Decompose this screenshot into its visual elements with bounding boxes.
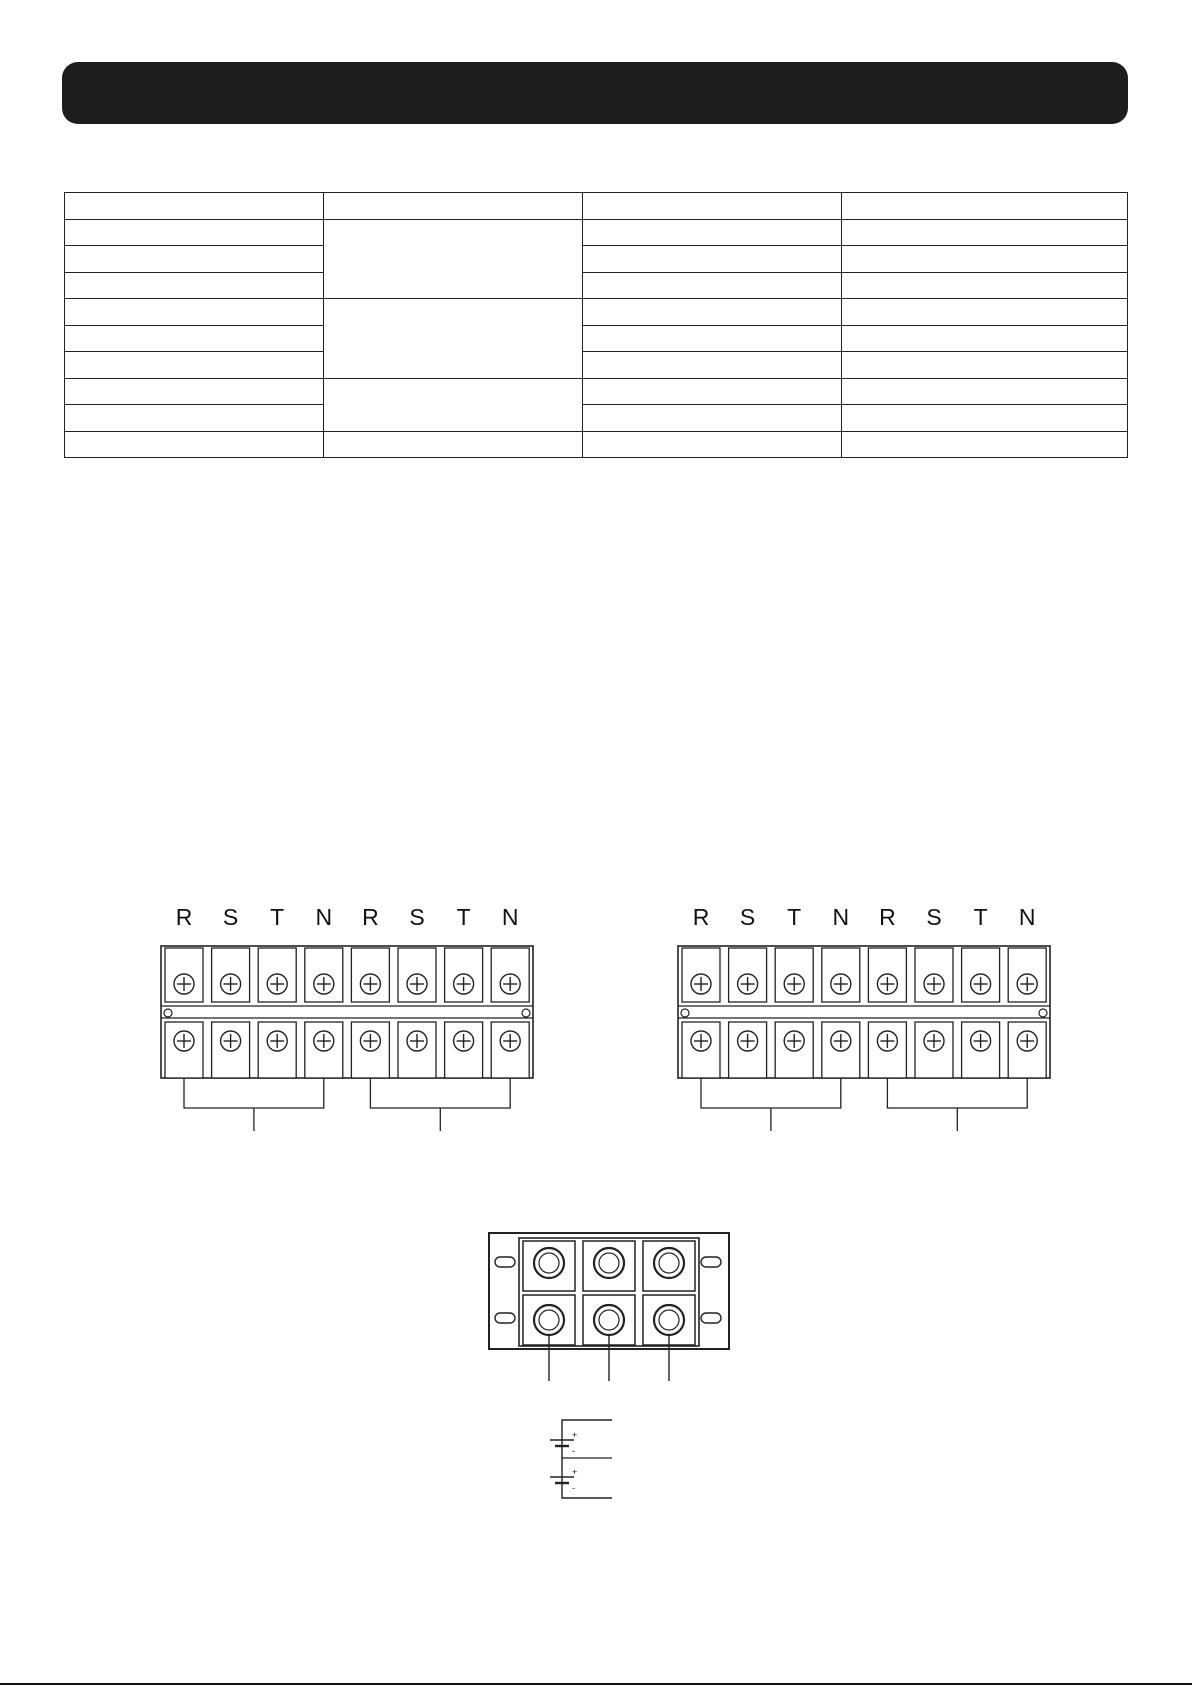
terminal-label: R <box>692 904 710 930</box>
terminal-block-2 <box>678 904 1050 1131</box>
terminal-label: N <box>501 904 519 930</box>
terminal-label: T <box>973 904 988 930</box>
mounting-slot-icon <box>701 1313 721 1323</box>
terminal-label: R <box>879 904 896 930</box>
terminal-label: T <box>456 904 471 930</box>
terminal-label: S <box>409 904 425 930</box>
terminal-block-1 <box>161 904 533 1131</box>
terminal-label: T <box>270 904 285 930</box>
terminal-label: N <box>315 904 333 930</box>
terminal-label: R <box>362 904 379 930</box>
mounting-slot-icon <box>701 1257 721 1267</box>
group-bracket <box>887 1078 1027 1108</box>
battery-minus-mark: - <box>572 1483 575 1493</box>
mounting-hole-icon <box>522 1009 530 1017</box>
mounting-hole-icon <box>681 1009 689 1017</box>
battery-plus-mark: + <box>572 1430 578 1440</box>
terminal-bolt-inner <box>659 1253 679 1273</box>
terminal-label: N <box>832 904 850 930</box>
battery-wire <box>562 1420 612 1498</box>
terminal-bolt-inner <box>599 1253 619 1273</box>
mounting-hole-icon <box>164 1009 172 1017</box>
mounting-hole-icon <box>1039 1009 1047 1017</box>
group-bracket <box>701 1078 841 1108</box>
battery-terminal-block <box>489 1233 729 1381</box>
terminal-bolt-inner <box>539 1253 559 1273</box>
terminal-bolt-inner <box>599 1310 619 1330</box>
terminal-bolt-inner <box>539 1310 559 1330</box>
terminal-label: S <box>222 904 239 930</box>
group-bracket <box>184 1078 324 1108</box>
battery-symbol <box>550 1420 612 1498</box>
terminal-label: S <box>739 904 756 930</box>
mounting-slot-icon <box>495 1313 515 1323</box>
terminal-label: R <box>175 904 193 930</box>
group-bracket <box>370 1078 510 1108</box>
terminal-label: S <box>926 904 942 930</box>
mounting-slot-icon <box>495 1257 515 1267</box>
battery-plus-mark: + <box>572 1467 578 1477</box>
battery-minus-mark: - <box>572 1446 575 1456</box>
terminal-label: N <box>1018 904 1036 930</box>
terminal-bolt-inner <box>659 1310 679 1330</box>
terminal-label: T <box>787 904 802 930</box>
